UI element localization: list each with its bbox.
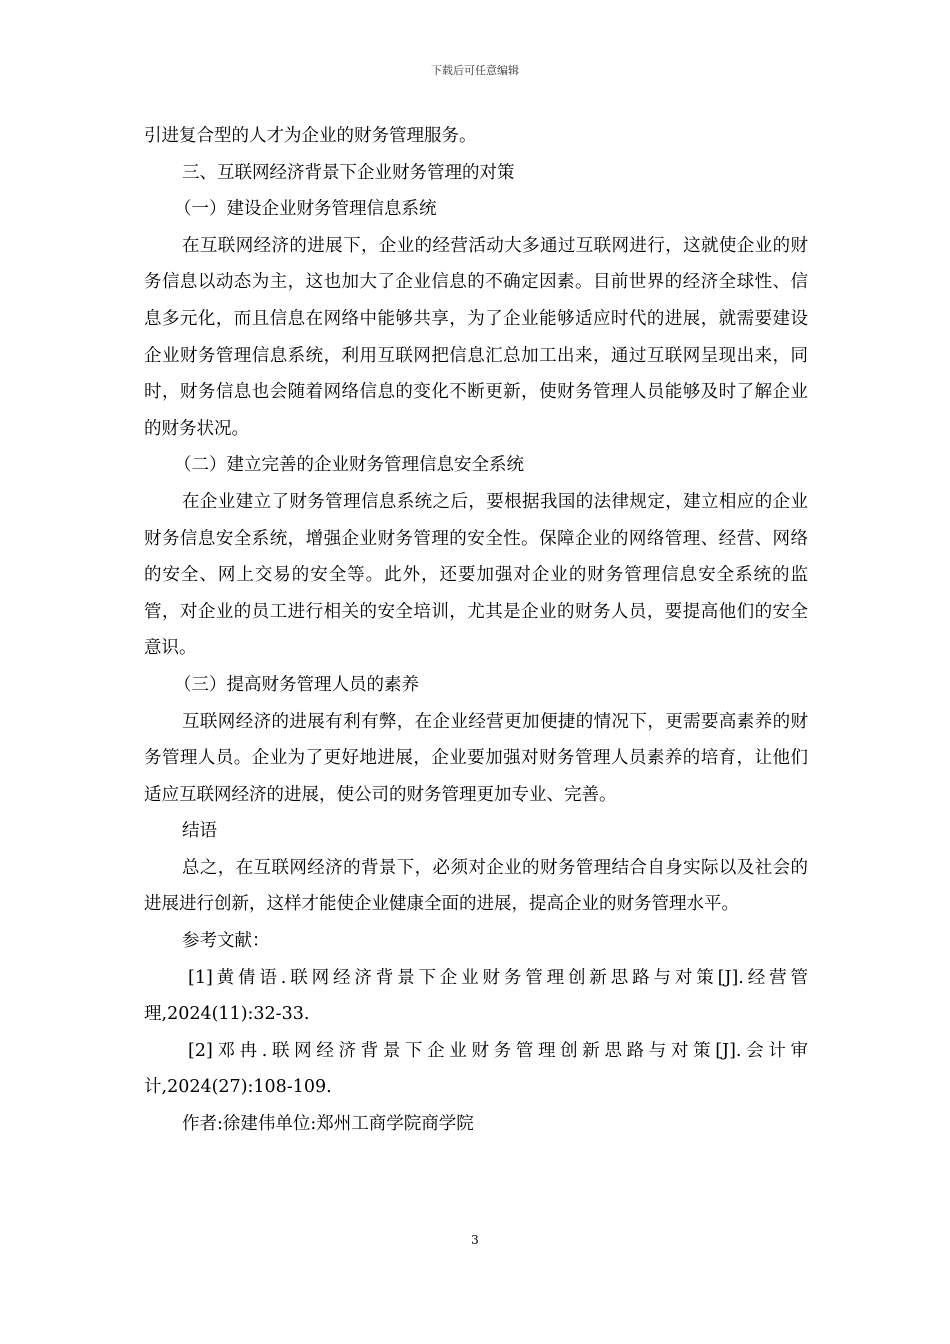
header-note: 下载后可任意编辑	[431, 64, 519, 77]
subheading-1: （一）建设企业财务管理信息系统	[174, 199, 437, 220]
paragraph-security-system: 在企业建立了财务管理信息系统之后，要根据我国的法律规定，建立相应的企业财务信息安全系统，增强企业财务管理的安全性。保障企业的网络管理、经营、网络的安全、网上交易的安全等。此外，还要加强对企业的财务管理信息安全系统的监管，对企业的员工进行相关的安全培训，尤其是企业的财务人员，要提高他们的安全意识。	[144, 491, 808, 659]
paragraph-staff-quality: 互联网经济的进展有利有弊，在企业经营更加便捷的情况下，更需要高素养的财务管理人员。企业为了更好地进展，企业要加强对财务管理人员素养的培育，让他们适应互联网经济的进展，使公司的财务管理更加专业、完善。	[144, 711, 808, 805]
reference-item: [1]黄倩语.联网经济背景下企业财务管理创新思路与对策[J].经营管理,2024(11):32-33.	[144, 967, 808, 1025]
body-text	[144, 118, 808, 1143]
references-heading: 参考文献：	[182, 931, 270, 952]
paragraph-continuation: 引进复合型的人才为企业的财务管理服务。	[144, 126, 477, 146]
conclusion-heading: 结语	[182, 821, 217, 842]
reference-item: [2]邓冉.联网经济背景下企业财务管理创新思路与对策[J].会计审计,2024(27):108-109.	[144, 1040, 808, 1098]
section-heading-3: 三、互联网经济背景下企业财务管理的对策	[182, 162, 515, 183]
page-number: 3	[471, 1233, 479, 1247]
subheading-2: （二）建立完善的企业财务管理信息安全系统	[174, 455, 524, 476]
author-line: 作者:徐建伟单位:郑州工商学院商学院	[182, 1114, 474, 1135]
subheading-3: （三）提高财务管理人员的素养	[174, 674, 419, 695]
paragraph-info-system: 在互联网经济的进展下，企业的经营活动大多通过互联网进行，这就使企业的财务信息以动态为主，这也加大了企业信息的不确定因素。目前世界的经济全球性、信息多元化，而且信息在网络中能够共享，为了企业能够适应时代的进展，就需要建设企业财务管理信息系统，利用互联网把信息汇总加工出来，通过互联网呈现出来，同时，财务信息也会随着网络信息的变化不断更新，使财务管理人员能够及时了解企业的财务状况。	[144, 235, 808, 439]
paragraph-conclusion: 总之，在互联网经济的背景下，必须对企业的财务管理结合自身实际以及社会的进展进行创新，这样才能使企业健康全面的进展，提高企业的财务管理水平。	[144, 857, 808, 915]
